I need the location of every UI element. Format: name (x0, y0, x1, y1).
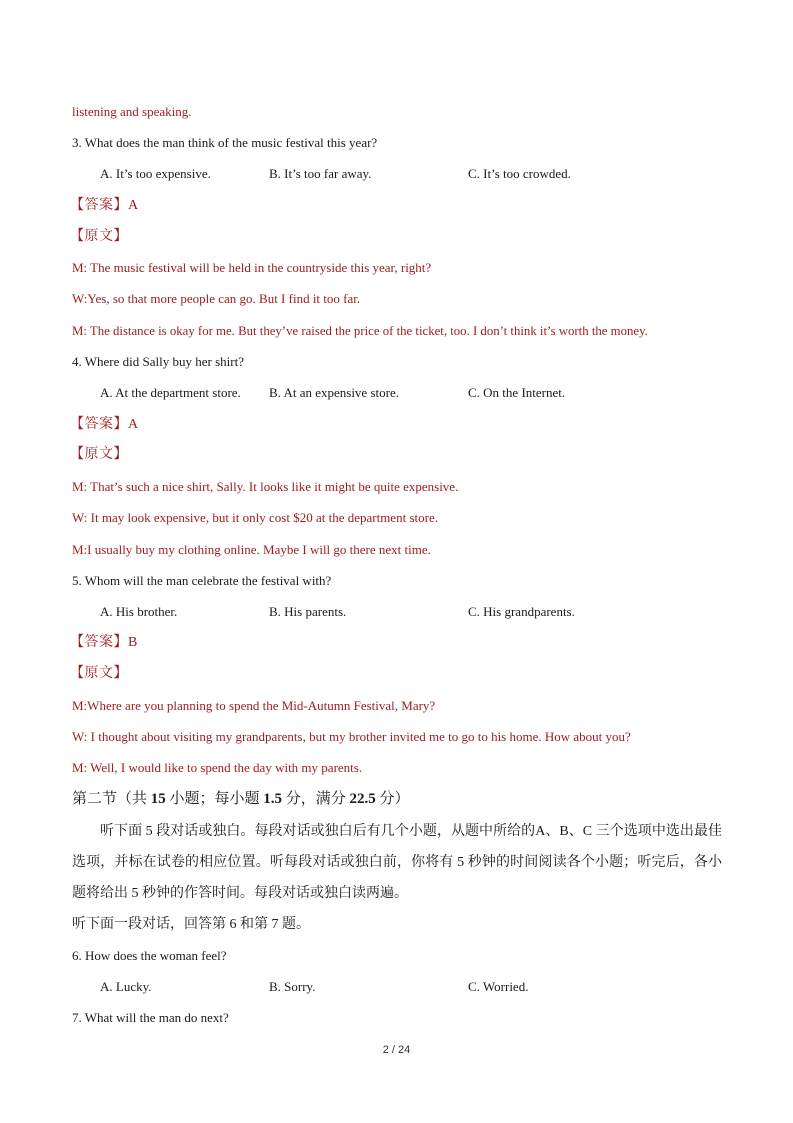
question-4-options (100, 385, 660, 401)
question-3: 3. What does the man think of the music festival this year? (72, 135, 378, 150)
question-4: 4. Where did Sally buy her shirt? (72, 354, 244, 369)
option-c: C. His grandparents. (468, 604, 575, 619)
script-line: M:I usually buy my clothing online. Maybe I will go there next time. (72, 542, 431, 557)
script-line: M: The music festival will be held in the countryside this year, right? (72, 260, 432, 275)
option-b: B. His parents. (269, 604, 347, 619)
section-heading: 第二节（共 15 小题；每小题 1.5 分，满分 22.5 分） (72, 791, 410, 807)
question-7: 7. What will the man do next? (72, 1010, 229, 1025)
script-label: 【原文】 (70, 447, 128, 462)
script-label: 【原文】 (70, 229, 128, 244)
question-6-options (100, 979, 660, 995)
continuation-text: listening and speaking. (72, 104, 192, 119)
option-a: A. At the department store. (100, 385, 241, 400)
option-a: A. His brother. (100, 604, 178, 619)
script-line: W: It may look expensive, but it only cost $20 at the department store. (72, 510, 438, 525)
answer-label: 【答案】B (70, 635, 138, 650)
answer-label: 【答案】A (70, 198, 139, 213)
script-line: M: That’s such a nice shirt, Sally. It looks like it might be quite expensive. (72, 479, 459, 494)
answer-label: 【答案】A (70, 417, 139, 432)
script-line: M: The distance is okay for me. But they’ve raised the price of the ticket, too. I don’t think it’s worth the money. (72, 324, 648, 338)
question-3-options (100, 166, 660, 182)
question-6: 6. How does the woman feel? (72, 948, 227, 963)
option-a: A. Lucky. (100, 979, 152, 994)
option-b: B. Sorry. (269, 979, 316, 994)
script-label: 【原文】 (70, 666, 128, 681)
question-5: 5. Whom will the man celebrate the festival with? (72, 573, 332, 588)
script-line: W: I thought about visiting my grandparents, but my brother invited me to go to his home. How about you? (72, 729, 631, 744)
option-c: C. On the Internet. (468, 385, 566, 400)
option-b: B. It’s too far away. (269, 166, 372, 181)
option-a: A. It’s too expensive. (100, 166, 211, 181)
option-c: C. Worried. (468, 979, 529, 994)
sub-instruction: 听下面一段对话，回答第 6 和第 7 题。 (72, 917, 310, 932)
script-line: M: Well, I would like to spend the day with my parents. (72, 760, 363, 775)
script-line: W:Yes, so that more people can go. But I find it too far. (72, 291, 361, 306)
option-c: C. It’s too crowded. (468, 166, 571, 181)
script-line: M:Where are you planning to spend the Mid-Autumn Festival, Mary? (72, 698, 436, 713)
page-number: 2 / 24 (382, 1044, 411, 1056)
option-b: B. At an expensive store. (269, 385, 399, 400)
question-5-options (100, 604, 660, 620)
section-instructions: 听下面 5 段对话或独白。每段对话或独白后有几个小题，从题中所给的A、B、C 三个选项中选出最佳选项，并标在试卷的相应位置。听每段对话或独白前，你将有 5 秒钟的时间阅读各个小题；听完后，各小题将给出 5 秒钟的作答时间。每段对话或独白读两遍。 (72, 824, 722, 901)
